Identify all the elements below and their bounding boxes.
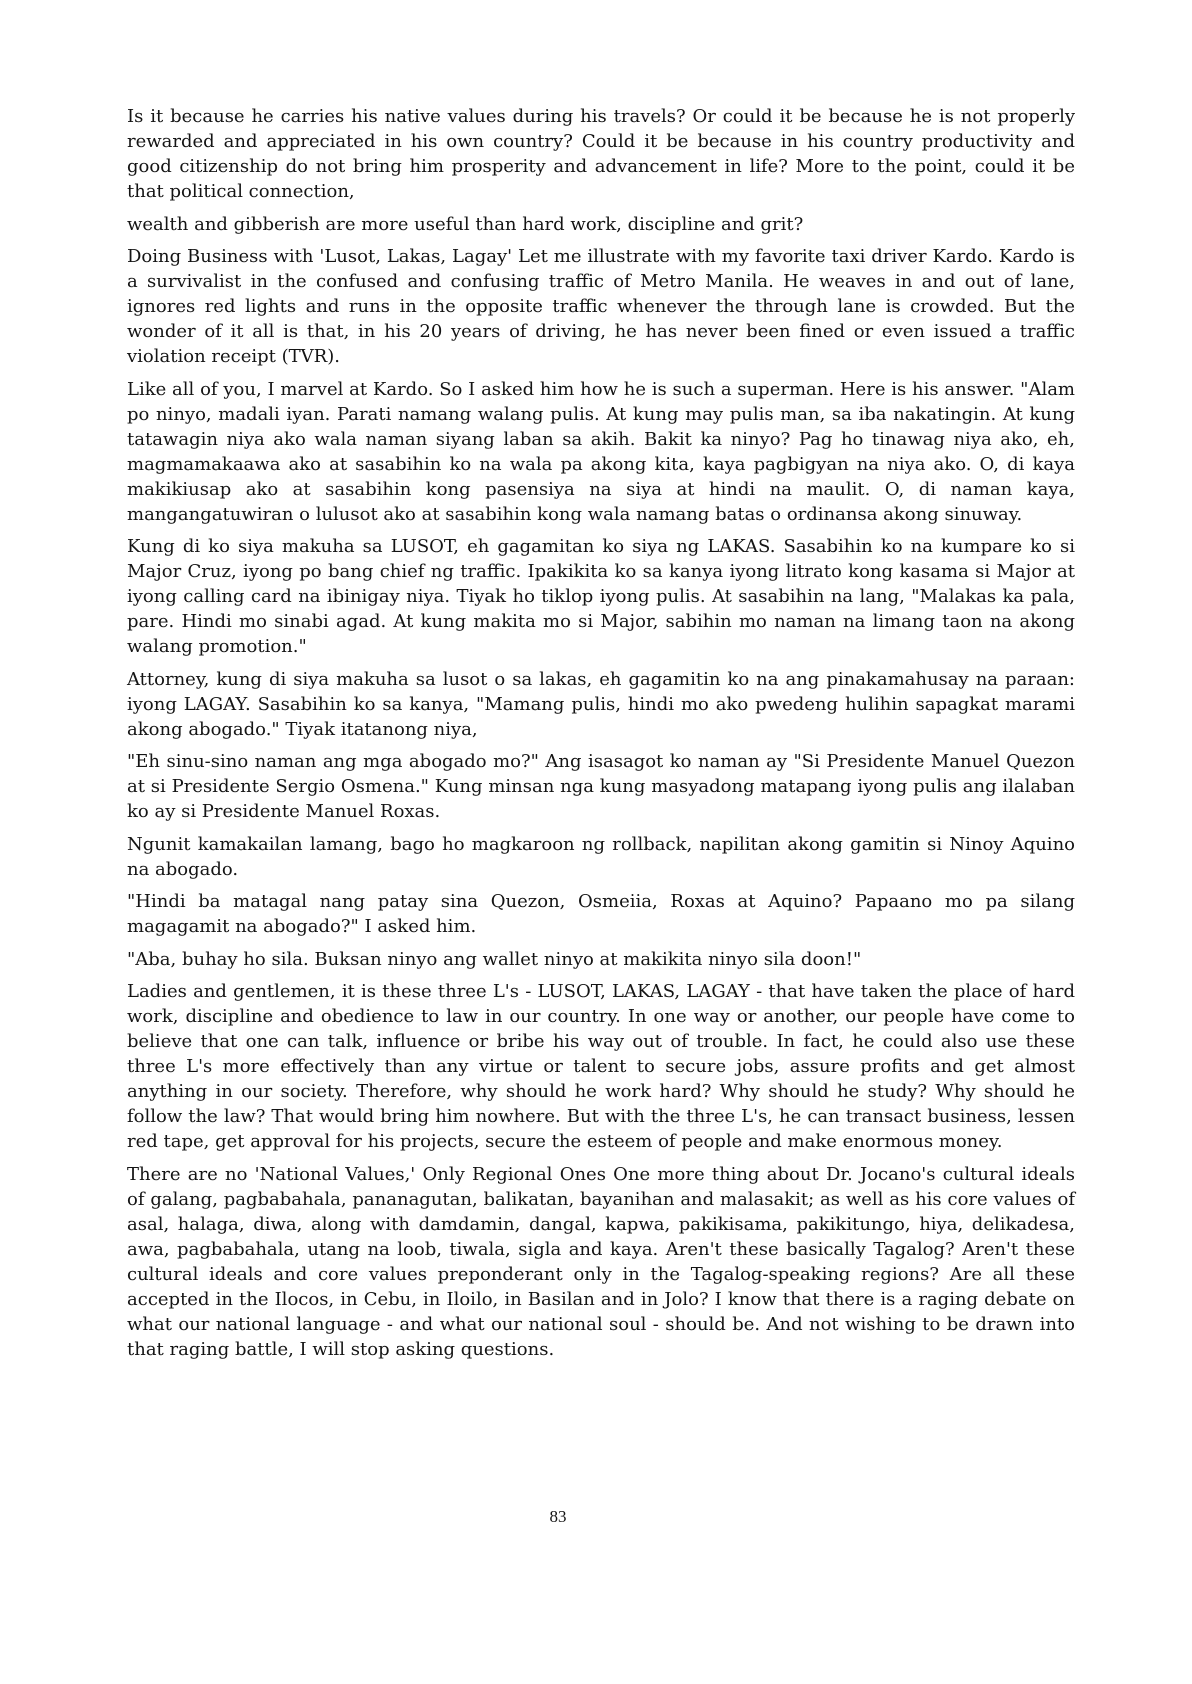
body-paragraph: wealth and gibberish are more useful than hard work, discipline and grit? <box>127 213 804 235</box>
body-paragraph: Kung di ko siya makuha sa LUSOT, eh gagamitan ko siya ng LAKAS. Sasabihin ko na kumpare ko si Major Cruz, iyong po bang chief ng traffic. Ipakikita ko sa kanya iyong litrato kong kasama si Major at iyong calling card na ibinigay niya. Tiyak ho tiklop iyong pulis. At sasabihin na lang, "Malakas ka pala, pare. Hindi mo sinabi agad. At kung makita mo si Major, sabihin mo naman na limang taon na akong walang promotion." <box>127 536 1075 657</box>
body-paragraph: Ngunit kamakailan lamang, bago ho magkaroon ng rollback, napilitan akong gamitin si Ninoy Aquino na abogado. <box>127 833 1075 880</box>
body-paragraph: Like all of you, I marvel at Kardo. So I asked him how he is such a superman. Here is his answer. "Alam po ninyo, madali iyan. Parati namang walang pulis. At kung may pulis man, sa iba nakatingin. At kung tatawagin niya ako wala naman siyang laban sa akih. Bakit ka ninyo? Pag ho tinawag niya ako, eh, magmamakaawa ako at sasabihin ko na wala pa akong kita, kaya pagbigyan na niya ako. O, di kaya makikiusap ako at sasabihin kong pasensiya na siya at hindi na maulit. O, di naman kaya, mangangatuwiran o lulusot ako at sasabihin kong wala namang batas o ordinansa akong sinuway. <box>127 378 1075 525</box>
body-paragraph: Attorney, kung di siya makuha sa lusot o sa lakas, eh gagamitin ko na ang pinakamahusay na paraan: iyong LAGAY. Sasabihin ko sa kanya, "Mamang pulis, hindi mo ako pwedeng hulihin sapagkat marami akong abogado." Tiyak itatanong niya, <box>127 668 1075 740</box>
body-paragraph: "Eh sinu-sino naman ang mga abogado mo?" Ang isasagot ko naman ay "Si Presidente Manuel Quezon at si Presidente Sergio Osmena." Kung minsan nga kung masyadong matapang iyong pulis ang ilalaban ko ay si Presidente Manuel Roxas. <box>127 751 1075 822</box>
body-paragraph: Ladies and gentlemen, it is these three L's - LUSOT, LAKAS, LAGAY - that have taken the place of hard work, discipline and obedience to law in our country. In one way or another, our people have come to believe that one can talk, influence or bribe his way out of trouble. In fact, he could also use these three L's more effectively than any virtue or talent to secure jobs, assure profits and get almost anything in our society. Therefore, why should he work hard? Why should he study? Why should he follow the law? That would bring him nowhere. But with the three L's, he can transact business, lessen red tape, get approval for his projects, secure the esteem of people and make enormous money. <box>127 981 1075 1152</box>
body-paragraph: Doing Business with 'Lusot, Lakas, Lagay' Let me illustrate with my favorite taxi driver Kardo. Kardo is a survivalist in the confused and confusing traffic of Metro Manila. He weaves in and out of lane, ignores red lights and runs in the opposite traffic whenever the through lane is crowded. But the wonder of it all is that, in his 20 years of driving, he has never been fined or even issued a traffic violation receipt (TVR). <box>127 246 1075 367</box>
body-text-column <box>127 104 1075 1369</box>
body-paragraph: "Aba, buhay ho sila. Buksan ninyo ang wallet ninyo at makikita ninyo sila doon!" <box>127 948 862 970</box>
body-paragraph: Is it because he carries his native values during his travels? Or could it be because he is not properly rewarded and appreciated in his own country? Could it be because in his country productivity and good citizenship do not bring him prosperity and advancement in life? More to the point, could it be that political connection, <box>127 106 1075 202</box>
body-paragraph: "Hindi ba matagal nang patay sina Quezon, Osmeiia, Roxas at Aquino? Papaano mo pa silang magagamit na abogado?" I asked him. <box>127 891 1075 937</box>
page-number: 83 <box>549 1507 567 1526</box>
body-paragraph: There are no 'National Values,' Only Regional Ones One more thing about Dr. Jocano's cultural ideals of galang, pagbabahala, pananagutan, balikatan, bayanihan and malasakit; as well as his core values of asal, halaga, diwa, along with damdamin, dangal, kapwa, pakikisama, pakikitungo, hiya, delikadesa, awa, pagbabahala, utang na loob, tiwala, sigla and kaya. Aren't these basically Tagalog? Aren't these cultural ideals and core values preponderant only in the Tagalog-speaking regions? Are all these accepted in the Ilocos, in Cebu, in Iloilo, in Basilan and in Jolo? I know that there is a raging debate on what our national language - and what our national soul - should be. And not wishing to be drawn into that raging battle, I will stop asking questions. <box>127 1163 1075 1360</box>
